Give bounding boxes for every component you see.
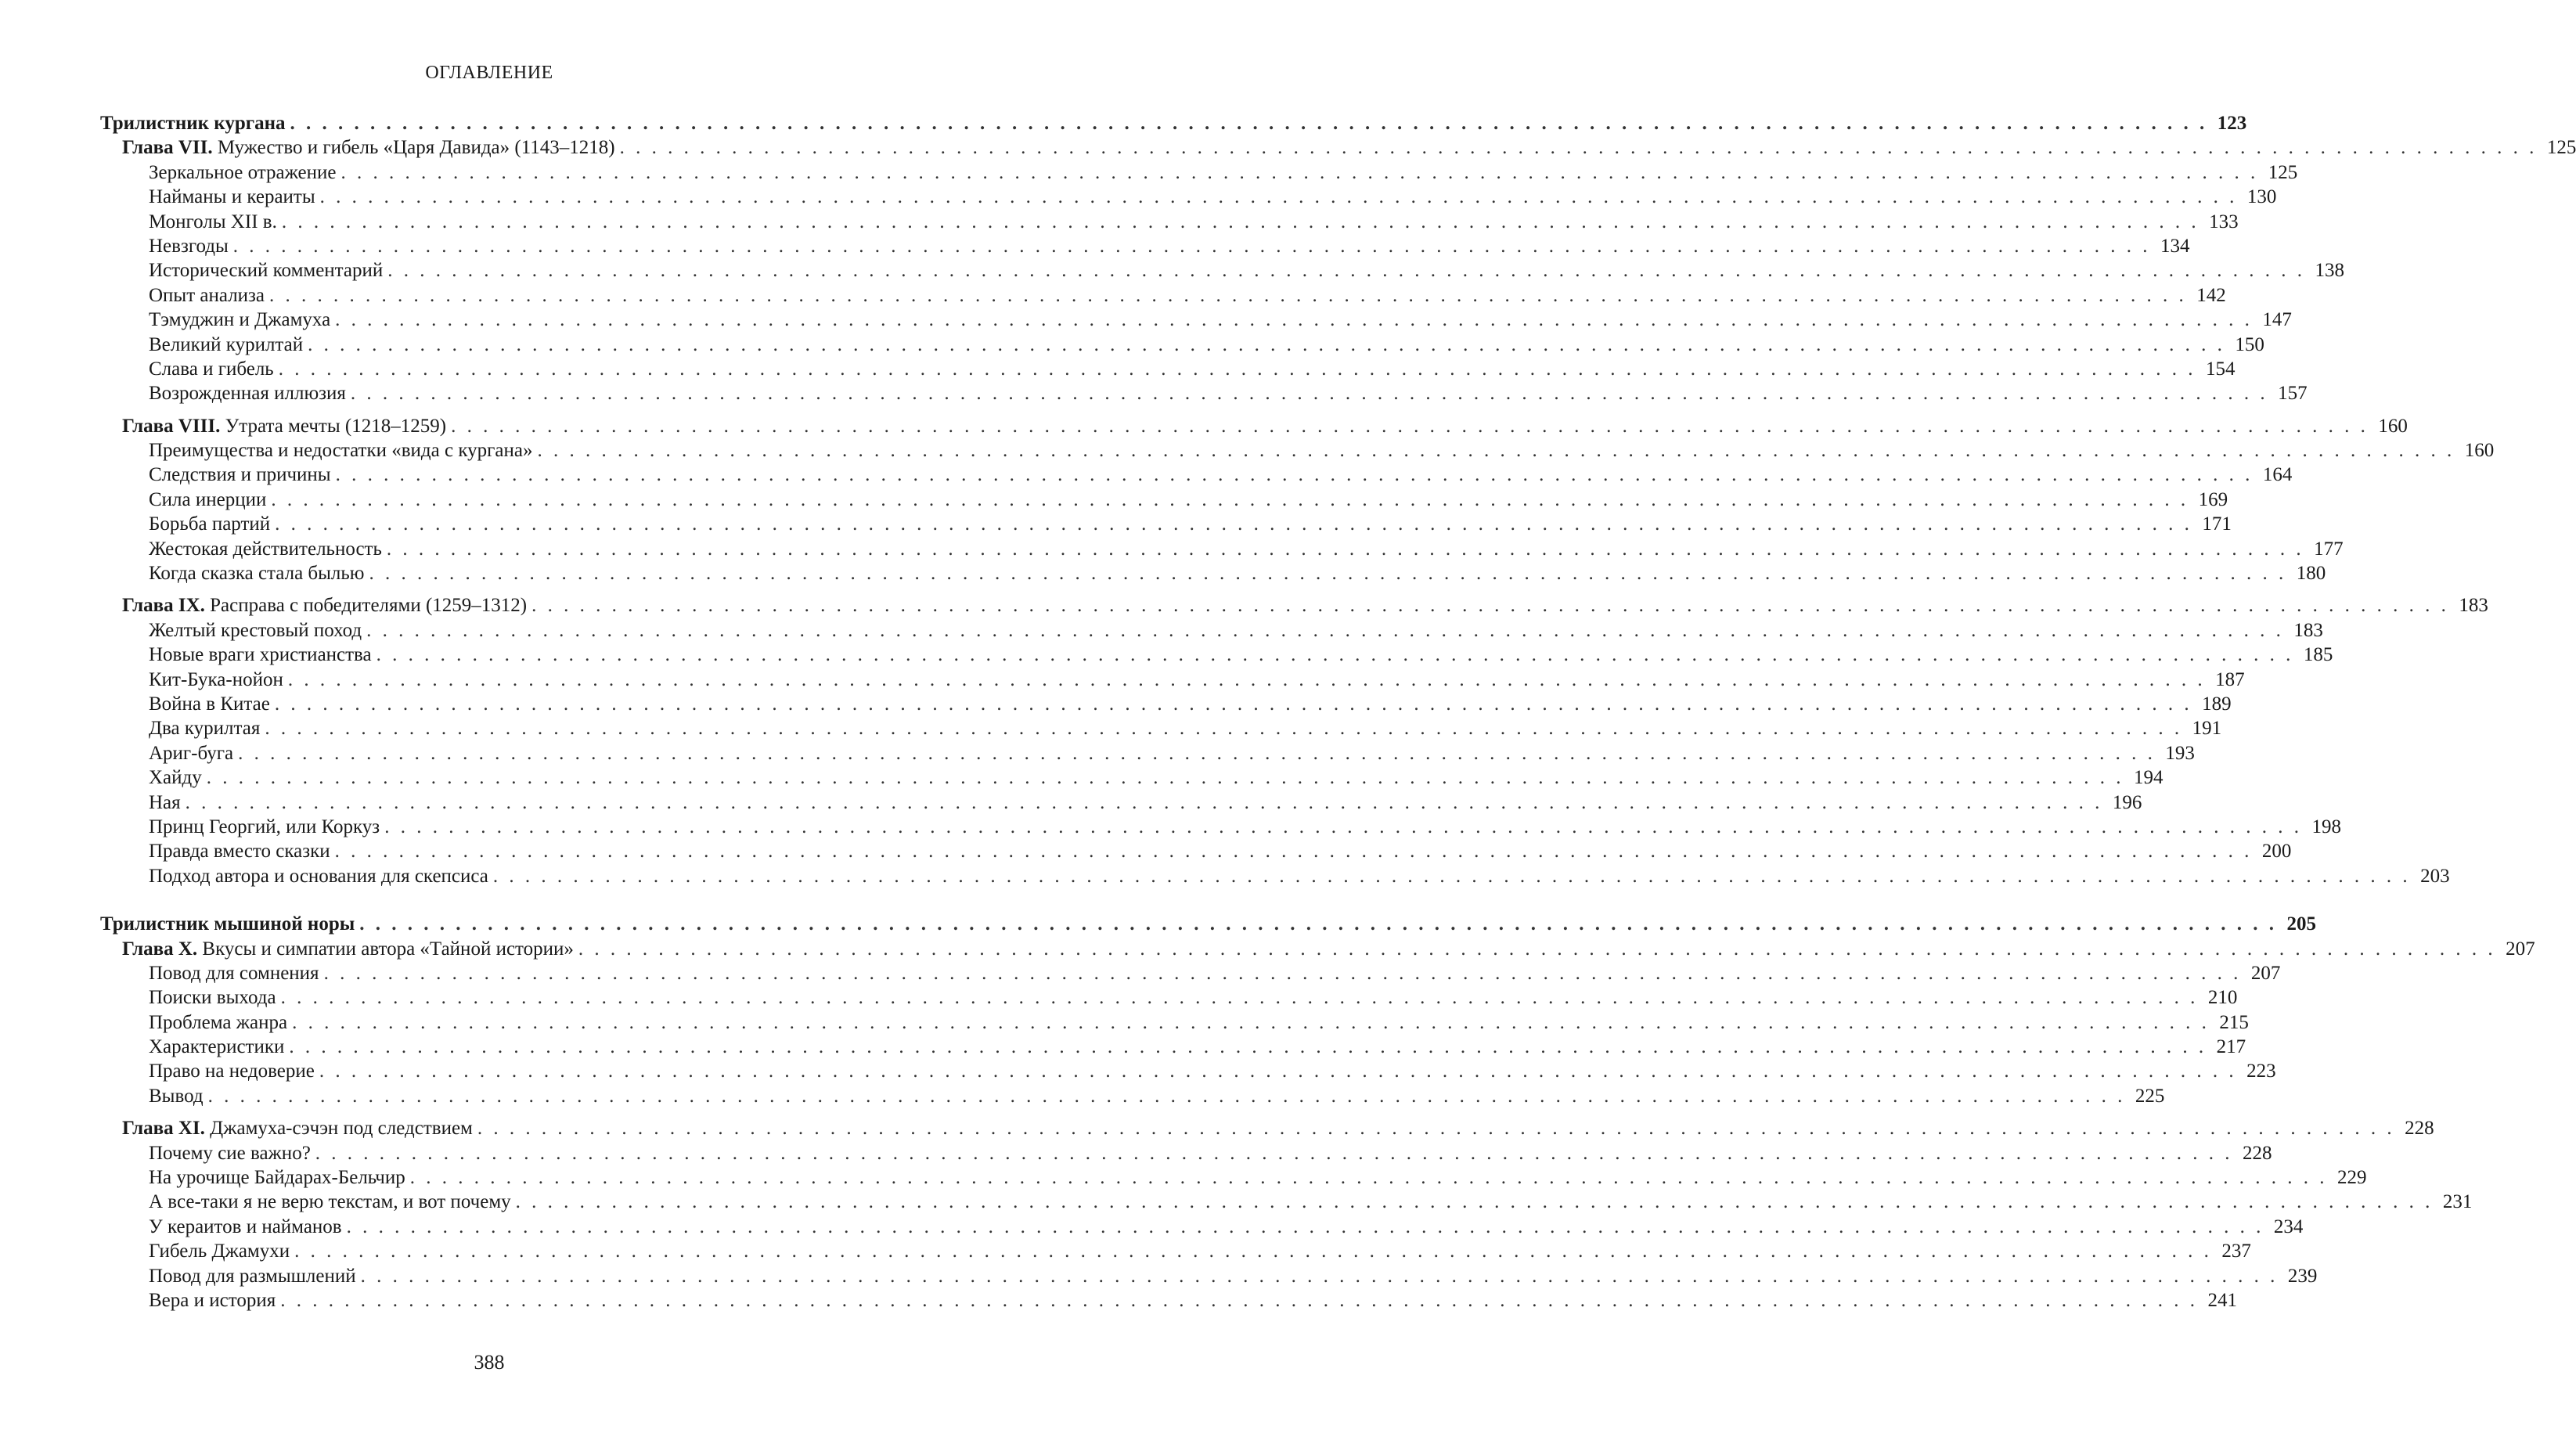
toc-chapter (100, 593, 2488, 618)
dot-leader: . . . . . . . . . . . . . . . . . . . . . . . . . . . . . . . . . . . . . . . . . . . . . . . . . . . . . . . . . . . . . . . . . . . . . . . . . . . . . . . . . . . . . . . . . . . . . . . . . . . . . . . . . . . . . . . . . . . . . . . . (315, 1142, 2233, 1164)
toc-section (100, 160, 2298, 185)
section-title: На урочище Байдарах-Бельчир (149, 1167, 405, 1189)
toc-chapter-title (122, 937, 574, 961)
dot-leader: . . . . . . . . . . . . . . . . . . . . . . . . . . . . . . . . . . . . . . . . . . . . . . . . . . . . . . . . . . . . . . . . . . . . . . . . . . . . . . . . . . . . . . . . . . . . . . . . . . . . . . . . . . . . . . . . . . . . . . . . (369, 563, 2287, 585)
toc-section-title (149, 791, 181, 815)
dot-leader: . . . . . . . . . . . . . . . . . . . . . . . . . . . . . . . . . . . . . . . . . . . . . . . . . . . . . . . . . . . . . . . . . . . . . . . . . . . . . . . . . . . . . . . . . . . . . . . . . . . . . . . . . . . . . . . . . . . . . . . . (280, 987, 2199, 1009)
toc-section (100, 839, 2292, 863)
page-ref: 215 (2219, 1011, 2249, 1033)
toc-section (100, 1141, 2272, 1165)
toc-chapter-title (122, 1116, 473, 1140)
toc-section-title (149, 1084, 204, 1108)
toc-section-title (149, 716, 260, 740)
dot-leader: . . . . . . . . . . . . . . . . . . . . . . . . . . . . . . . . . . . . . . . . . . . . . . . . . . . . . . . . . . . . . . . . . . . . . . . . . . . . . . . . . . . . . . . . . . . . . . . . . . . . . . . . . . . . . . . . . . . . . . . . (340, 161, 2259, 183)
toc-section (100, 1239, 2251, 1263)
page-ref: 191 (2192, 718, 2222, 740)
page-ref: 207 (2506, 938, 2535, 960)
toc-section-title (149, 488, 266, 512)
toc-section-title (149, 210, 277, 234)
section-title: Тэмуджин и Джамуха (149, 309, 331, 331)
toc-section-title (149, 961, 319, 985)
section-title: Повод для сомнения (149, 962, 319, 984)
section-title: Хайду (149, 767, 202, 789)
toc-section-title (149, 985, 276, 1010)
toc-section (100, 716, 2222, 740)
dot-leader: . . . . . . . . . . . . . . . . . . . . . . . . . . . . . . . . . . . . . . . . . . . . . . . . . . . . . . . . . . . . . . . . . . . . . . . . . . . . . . . . . . . . . . . . . . . . . . . . . . . . . . . . . . . . . . . . . . . . . . . . (271, 488, 2189, 510)
toc-part-title (100, 912, 355, 936)
section-title: Возрожденная иллюзия (149, 383, 346, 405)
toc-section (100, 668, 2245, 692)
toc-section (100, 185, 2277, 209)
toc-section-title (149, 618, 362, 643)
page-ref: 225 (2135, 1085, 2165, 1107)
page-ref: 200 (2261, 841, 2292, 863)
section-title: Ная (149, 791, 181, 813)
toc-section (100, 333, 2264, 357)
dot-leader: . . . . . . . . . . . . . . . . . . . . . . . . . . . . . . . . . . . . . . . . . . . . . . . . . . . . . . . . . . . . . . . . . . . . . . . . . . . . . . . . . . . . . . . . . . . . . . . . . . . . . . . . . . . . . . . . . . . . . . . . (308, 333, 2225, 355)
dot-leader: . . . . . . . . . . . . . . . . . . . . . . . . . . . . . . . . . . . . . . . . . . . . . . . . . . . . . . . . . . . . . . . . . . . . . . . . . . . . . . . . . . . . . . . . . . . . . . . . . . . . . . . . . . . . . . . . . . . . . . . . (232, 235, 2151, 257)
page-ref: 223 (2246, 1061, 2276, 1082)
page-ref: 138 (2315, 260, 2345, 282)
dot-leader: . . . . . . . . . . . . . . . . . . . . . . . . . . . . . . . . . . . . . . . . . . . . . . . . . . . . . . . . . . . . . . . . . . . . . . . . . . . . . . . . . . . . . . . . . . . . . . . . . . . . . . . . . . . . . . . . . . . . . . . . (269, 284, 2187, 306)
page-ref: 187 (2215, 668, 2245, 690)
spacer (100, 585, 900, 593)
page-ref: 125 (2268, 161, 2298, 183)
toc-chapter-title (122, 593, 527, 618)
section-title: У кераитов и найманов (149, 1216, 342, 1237)
chapter-title: Утрата мечты (1218–1259) (225, 415, 447, 437)
page-ref: 169 (2198, 488, 2228, 510)
toc-section (100, 1190, 2473, 1214)
page-ref: 231 (2442, 1191, 2473, 1213)
dot-leader: . . . . . . . . . . . . . . . . . . . . . . . . . . . . . . . . . . . . . . . . . . . . . . . . . . . . . . . . . . . . . . . . . . . . . . . . . . . . . . . . . . . . . . . . . . . . . . . . . . . . . . . . . . . . . . . . . . . . . . . . (323, 962, 2242, 984)
section-title: Зеркальное отражение (149, 161, 337, 183)
section-title: Сила инерции (149, 488, 267, 510)
section-title: Слава и гибель (149, 358, 274, 380)
section-title: Жестокая действительность (149, 538, 382, 560)
section-title: Исторический комментарий (149, 260, 384, 282)
toc-section-title (149, 561, 365, 585)
toc-section-title (149, 1215, 342, 1239)
toc-section (100, 488, 2228, 512)
page-ref: 196 (2112, 791, 2142, 813)
toc-section (100, 283, 2226, 308)
part-title: Трилистник кургана (100, 113, 286, 134)
toc-chapter-title (122, 414, 446, 438)
dot-leader: . . . . . . . . . . . . . . . . . . . . . . . . . . . . . . . . . . . . . . . . . . . . . . . . . . . . . . . . . . . . . . . . . . . . . . . . . . . . . . . . . . . . . . . . . . . . . . . . . . . . . . . . . . . . . . . . . . . . . . . . (275, 513, 2192, 535)
dot-leader: . . . . . . . . . . . . . . . . . . . . . . . . . . . . . . . . . . . . . . . . . . . . . . . . . . . . . . . . . . . . . . . . . . . . . . . . . . . . . . . . . . . . . . . . . . . . . . . . . . . . . . . . . . . . . . . . . . . . . . . . (335, 309, 2253, 331)
toc-section-title (149, 1165, 405, 1190)
toc-section (100, 537, 2344, 561)
page-ref: 147 (2262, 309, 2292, 331)
section-title: Борьба партий (149, 513, 271, 535)
toc-section-title (149, 438, 532, 463)
toc-section (100, 815, 2341, 839)
dot-leader: . . . . . . . . . . . . . . . . . . . . . . . . . . . . . . . . . . . . . . . . . . . . . . . . . . . . . . . . . . . . . . . . . . . . . . . . . . . . . . . . . . . . . . . . . . . . . . . . . . . . . . . . . . . . . . . . . . . . . . . . (207, 1085, 2126, 1107)
toc-section-title (149, 1059, 315, 1083)
page-ref: 237 (2221, 1241, 2251, 1262)
page-ref: 183 (2459, 595, 2488, 617)
page-ref: 205 (2286, 913, 2316, 935)
toc-section (100, 234, 2190, 258)
page-ref: 185 (2303, 644, 2333, 666)
dot-leader: . . . . . . . . . . . . . . . . . . . . . . . . . . . . . . . . . . . . . . . . . . . . . . . . . . . . . . . . . . . . . . . . . . . . . . . . . . . . . . . . . . . . . . . . . . . . . . . . . . . . . . . . . . . . . . . . . . . . . . . . (346, 1216, 2264, 1237)
toc-section-title (149, 815, 380, 839)
toc-section-title (149, 1190, 511, 1214)
dot-leader: . . . . . . . . . . . . . . . . . . . . . . . . . . . . . . . . . . . . . . . . . . . . . . . . . . . . . . . . . . . . . . . . . . . . . . . . . . . . . . . . . . . . . . . . . . . . . . . . . . . . . . . . . . . . . . . . . . . . . . . . (280, 1289, 2198, 1311)
dot-leader: . . . . . . . . . . . . . . . . . . . . . . . . . . . . . . . . . . . . . . . . . . . . . . . . . . . . . . . . . . . . . . . . . . . . . . . . . . . . . . . . . . . . . . . . . . . . . . . . . . . . . . . . . . . . . . . . . . . . . . . . (274, 693, 2192, 715)
toc-section (100, 961, 2281, 985)
section-title: Кит-Бука-нойон (149, 668, 283, 690)
toc-section (100, 1264, 2318, 1288)
running-head: ОГЛАВЛЕНИЕ (425, 63, 553, 83)
section-title: Право на недоверие (149, 1061, 315, 1082)
chapter-title: Расправа с победителями (1259–1312) (210, 595, 528, 617)
toc-part-title (100, 111, 286, 135)
dot-leader: . . . . . . . . . . . . . . . . . . . . . . . . . . . . . . . . . . . . . . . . . . . . . . . . . . . . . . . . . . . . . . . . . . . . . . . . . . . . . . . . . . . . . . . . . . . . . . . . . . . . . . . . . . . . . . . . . . . . . . . . (319, 1061, 2237, 1082)
section-title: Новые враги христианства (149, 644, 372, 666)
page-ref: 189 (2202, 693, 2232, 715)
toc-section (100, 985, 2238, 1010)
section-title: Следствия и причины (149, 464, 331, 486)
section-title: А все-таки я не верю текстам, и вот почему (149, 1191, 511, 1213)
dot-leader: . . . . . . . . . . . . . . . . . . . . . . . . . . . . . . . . . . . . . . . . . . . . . . . . . . . . . . . . . . . . . . . . . . . . . . . . . . . . . . . . . . . . . . . . . . . . . . . . . . . . . . . . . . . . . . . . . . . . . . . . (281, 211, 2200, 232)
section-title: Война в Китае (149, 693, 270, 715)
toc-section-title (149, 357, 274, 381)
toc-section (100, 1084, 2165, 1108)
chapter-label: Глава X. (122, 938, 198, 960)
page-ref: 234 (2273, 1216, 2304, 1237)
toc-section-title (149, 1239, 290, 1263)
toc-chapter (100, 135, 2576, 160)
section-title: Правда вместо сказки (149, 841, 330, 863)
section-title: Ариг-буга (149, 742, 234, 764)
section-title: Великий курилтай (149, 333, 304, 355)
section-title: Характеристики (149, 1036, 285, 1058)
section-title: Повод для размышлений (149, 1265, 356, 1287)
section-title: Принц Георгий, или Коркуз (149, 816, 380, 837)
toc-section-title (149, 643, 372, 667)
chapter-title: Мужество и гибель «Царя Давида» (1143–1218) (217, 137, 615, 159)
toc-section-title (149, 160, 337, 185)
toc-section-title (149, 1010, 287, 1035)
toc-section-title (149, 864, 488, 888)
part-title: Трилистник мышиной норы (100, 913, 355, 935)
dot-leader: . . . . . . . . . . . . . . . . . . . . . . . . . . . . . . . . . . . . . . . . . . . . . . . . . . . . . . . . . . . . . . . . . . . . . . . . . . . . . . . . . . . . . . . . . . . . . . . . . . . . . . . . . . . . . . . . . . . . . . . . (492, 865, 2411, 887)
toc-section-title (149, 308, 330, 332)
dot-leader: . . . . . . . . . . . . . . . . . . . . . . . . . . . . . . . . . . . . . . . . . . . . . . . . . . . . . . . . . . . . . . . . . . . . . . . . . . . . . . . . . . . . . . . . . . . . . . . . . . . . . . . . . . . . . . . . . . . . . . . . (287, 668, 2206, 690)
toc-section-title (149, 839, 330, 863)
page-ref: 133 (2209, 211, 2239, 232)
dot-leader: . . . . . . . . . . . . . . . . . . . . . . . . . . . . . . . . . . . . . . . . . . . . . . . . . . . . . . . . . . . . . . . . . . . . . . . . . . . . . . . . . . . . . . . . . . . . . . . . . . . . . . . . . . . . . . . . . . . . . . . . (360, 1265, 2279, 1287)
page-ref: 228 (2243, 1142, 2272, 1164)
page-ref: 125 (2546, 137, 2576, 159)
dot-leader: . . . . . . . . . . . . . . . . . . . . . . . . . . . . . . . . . . . . . . . . . . . . . . . . . . . . . . . . . . . . . . . . . . . . . . . . . . . . . . . . . . . . . . . . . . . . . . . . . . . . . . . . . . . . . . . . . . . . . . . . (238, 742, 2156, 764)
page-ref: 229 (2337, 1167, 2367, 1189)
page-ref: 164 (2262, 464, 2293, 486)
section-title: Проблема жанра (149, 1011, 288, 1033)
section-title: Почему сие важно? (149, 1142, 311, 1164)
section-title: Поиски выхода (149, 987, 276, 1009)
dot-leader: . . . . . . . . . . . . . . . . . . . . . . . . . . . . . . . . . . . . . . . . . . . . . . . . . . . . . . . . . . . . . . . . . . . . . . . . . . . . . . . . . . . . . . . . . . . . . . . . . . . . . . . . . . . . . . . . . . . . . . . . (366, 619, 2284, 641)
toc-section (100, 561, 2326, 585)
chapter-title: Джамуха-сэчэн под следствием (210, 1118, 473, 1140)
dot-leader: . . . . . . . . . . . . . . . . . . . . . . . . . . . . . . . . . . . . . . . . . . . . . . . . . . . . . . . . . . . . . . . . . . . . . . . . . . . . . . . . . . . . . . . . . . . . . . . . . . . . . . . . . . . . . . . . . . . . . . . . (384, 816, 2302, 837)
dot-leader: . . . . . . . . . . . . . . . . . . . . . . . . . . . . . . . . . . . . . . . . . . . . . . . . . . . . . . . . . . . . . . . . . . . . . . . . . . . . . . . . . . . . . . . . . . . . . . . . . . . . . . . . . . . . . . . . . . . . . . . . (265, 718, 2183, 740)
toc-section (100, 210, 2239, 234)
toc-chapter (100, 937, 2535, 961)
chapter-title: Вкусы и симпатии автора «Тайной истории» (202, 938, 574, 960)
dot-leader: . . . . . . . . . . . . . . . . . . . . . . . . . . . . . . . . . . . . . . . . . . . . . . . . . . . . . . . . . . . . . . . . . . . . . . . . . . . . . . . . . . . . . . . . . . . . . . . . . . . . . . . . . . . . . . . . . . . . . . . . (409, 1167, 2328, 1189)
toc-section-title (149, 668, 283, 692)
toc-section-title (149, 381, 346, 405)
page-ref: 198 (2311, 816, 2341, 837)
page-ref: 239 (2287, 1265, 2318, 1287)
toc-section-title (149, 765, 202, 790)
page-ref: 183 (2293, 619, 2323, 641)
toc-section-title (149, 463, 331, 487)
spacer (100, 888, 900, 912)
dot-leader: . . . . . . . . . . . . . . . . . . . . . . . . . . . . . . . . . . . . . . . . . . . . . . . . . . . . . . . . . . . . . . . . . . . . . . . . . . . . . . . . . . . . . . . . . . . . . . . . . . . . . . . . . . . . . . . . . . . . . . . . (619, 137, 2538, 159)
section-title: Преимущества и недостатки «вида с кургана» (149, 440, 533, 462)
toc-section (100, 463, 2293, 487)
page-ref: 180 (2296, 563, 2326, 585)
dot-leader: . . . . . . . . . . . . . . . . . . . . . . . . . . . . . . . . . . . . . . . . . . . . . . . . . . . . . . . . . . . . . . . . . . . . . . . . . . . . . . . . . . . . . . . . . . . . . . . . . . . . . . . . . . . . . . . . . . . . . . . . (290, 113, 2208, 134)
toc-section-title (149, 283, 265, 308)
toc-section-title (149, 1288, 276, 1313)
toc-section (100, 258, 2345, 283)
section-title: Два курилтая (149, 718, 261, 740)
section-title: Вывод (149, 1085, 204, 1107)
toc-section-title (149, 1141, 311, 1165)
toc-section (100, 692, 2232, 716)
section-title: Найманы и кераиты (149, 186, 315, 208)
toc-section-title (149, 1035, 284, 1059)
page-ref: 123 (2217, 113, 2247, 134)
dot-leader: . . . . . . . . . . . . . . . . . . . . . . . . . . . . . . . . . . . . . . . . . . . . . . . . . . . . . . . . . . . . . . . . . . . . . . . . . . . . . . . . . . . . . . . . . . . . . . . . . . . . . . . . . . . . . . . . . . . . . . . . (294, 1241, 2212, 1262)
toc-section-title (149, 512, 270, 536)
dot-leader: . . . . . . . . . . . . . . . . . . . . . . . . . . . . . . . . . . . . . . . . . . . . . . . . . . . . . . . . . . . . . . . . . . . . . . . . . . . . . . . . . . . . . . . . . . . . . . . . . . . . . . . . . . . . . . . . . . . . . . . . (206, 767, 2124, 789)
page-ref: 160 (2378, 415, 2408, 437)
spacer (100, 1108, 900, 1116)
page-ref: 217 (2216, 1036, 2246, 1058)
section-title: Подход автора и основания для скепсиса (149, 865, 488, 887)
toc-chapter (100, 414, 2408, 438)
toc-section (100, 864, 2450, 888)
section-title: Вера и история (149, 1289, 276, 1311)
toc-section-title (149, 258, 383, 283)
dot-leader: . . . . . . . . . . . . . . . . . . . . . . . . . . . . . . . . . . . . . . . . . . . . . . . . . . . . . . . . . . . . . . . . . . . . . . . . . . . . . . . . . . . . . . . . . . . . . . . . . . . . . . . . . . . . . . . . . . . . . . . . (386, 538, 2304, 560)
page-ref: 160 (2464, 440, 2495, 462)
page-ref: 154 (2205, 358, 2236, 380)
page-ref: 203 (2420, 865, 2450, 887)
dot-leader: . . . . . . . . . . . . . . . . . . . . . . . . . . . . . . . . . . . . . . . . . . . . . . . . . . . . . . . . . . . . . . . . . . . . . . . . . . . . . . . . . . . . . . . . . . . . . . . . . . . . . . . . . . . . . . . . . . . . . . . . (350, 383, 2268, 405)
page-ref: 194 (2134, 767, 2163, 789)
section-title: Невзгоды (149, 235, 229, 257)
dot-leader: . . . . . . . . . . . . . . . . . . . . . . . . . . . . . . . . . . . . . . . . . . . . . . . . . . . . . . . . . . . . . . . . . . . . . . . . . . . . . . . . . . . . . . . . . . . . . . . . . . . . . . . . . . . . . . . . . . . . . . . . (387, 260, 2306, 282)
toc-section (100, 741, 2195, 765)
toc-section-title (149, 692, 270, 716)
chapter-label: Глава IX. (122, 595, 205, 617)
toc-section (100, 791, 2142, 815)
page-ref: 142 (2196, 284, 2226, 306)
dot-leader: . . . . . . . . . . . . . . . . . . . . . . . . . . . . . . . . . . . . . . . . . . . . . . . . . . . . . . . . . . . . . . . . . . . . . . . . . . . . . . . . . . . . . . . . . . . . . . . . . . . . . . . . . . . . . . . . . . . . . . . . (376, 644, 2294, 666)
toc-section-title (149, 537, 382, 561)
section-title: Желтый крестовый поход (149, 619, 362, 641)
table-of-contents (100, 111, 2576, 1313)
dot-leader: . . . . . . . . . . . . . . . . . . . . . . . . . . . . . . . . . . . . . . . . . . . . . . . . . . . . . . . . . . . . . . . . . . . . . . . . . . . . . . . . . . . . . . . . . . . . . . . . . . . . . . . . . . . . . . . . . . . . . . . . (289, 1036, 2207, 1058)
page-ref: 210 (2207, 987, 2238, 1009)
toc-section-title (149, 333, 303, 357)
page-ref: 177 (2314, 538, 2344, 560)
spacer (100, 406, 900, 414)
page-ref: 228 (2405, 1118, 2434, 1140)
dot-leader: . . . . . . . . . . . . . . . . . . . . . . . . . . . . . . . . . . . . . . . . . . . . . . . . . . . . . . . . . . . . . . . . . . . . . . . . . . . . . . . . . . . . . . . . . . . . . . . . . . . . . . . . . . . . . . . . . . . . . . . . (335, 464, 2254, 486)
toc-section-title (149, 234, 229, 258)
page-ref: 171 (2202, 513, 2232, 535)
dot-leader: . . . . . . . . . . . . . . . . . . . . . . . . . . . . . . . . . . . . . . . . . . . . . . . . . . . . . . . . . . . . . . . . . . . . . . . . . . . . . . . . . . . . . . . . . . . . . . . . . . . . . . . . . . . . . . . . . . . . . . . . (292, 1011, 2210, 1033)
toc-section (100, 357, 2236, 381)
toc-section (100, 512, 2232, 536)
chapter-label: Глава XI. (122, 1118, 205, 1140)
page-ref: 207 (2250, 962, 2281, 984)
toc-section (100, 308, 2292, 332)
toc-section (100, 618, 2323, 643)
toc-chapter-title (122, 135, 615, 160)
dot-leader: . . . . . . . . . . . . . . . . . . . . . . . . . . . . . . . . . . . . . . . . . . . . . . . . . . . . . . . . . . . . . . . . . . . . . . . . . . . . . . . . . . . . . . . . . . . . . . . . . . . . . . . . . . . . . . . . . . . . . . . . (451, 415, 2369, 437)
dot-leader: . . . . . . . . . . . . . . . . . . . . . . . . . . . . . . . . . . . . . . . . . . . . . . . . . . . . . . . . . . . . . . . . . . . . . . . . . . . . . . . . . . . . . . . . . . . . . . . . . . . . . . . . . . . . . . . . . . . . . . . . (537, 440, 2455, 462)
dot-leader: . . . . . . . . . . . . . . . . . . . . . . . . . . . . . . . . . . . . . . . . . . . . . . . . . . . . . . . . . . . . . . . . . . . . . . . . . . . . . . . . . . . . . . . . . . . . . . . . . . . . . . . . . . . . . . . . . . . . . . . . (278, 358, 2196, 380)
toc-section (100, 643, 2333, 667)
toc-section (100, 1010, 2249, 1035)
toc-section (100, 1035, 2246, 1059)
dot-leader: . . . . . . . . . . . . . . . . . . . . . . . . . . . . . . . . . . . . . . . . . . . . . . . . . . . . . . . . . . . . . . . . . . . . . . . . . . . . . . . . . . . . . . . . . . . . . . . . . . . . . . . . . . . . . . . . . . . . . . . . (319, 186, 2238, 208)
page-ref: 241 (2207, 1289, 2237, 1311)
page-ref: 150 (2235, 333, 2264, 355)
toc-part (100, 912, 2316, 936)
toc-section (100, 1288, 2237, 1313)
toc-section-title (149, 1264, 356, 1288)
dot-leader: . . . . . . . . . . . . . . . . . . . . . . . . . . . . . . . . . . . . . . . . . . . . . . . . . . . . . . . . . . . . . . . . . . . . . . . . . . . . . . . . . . . . . . . . . . . . . . . . . . . . . . . . . . . . . . . . . . . . . . . . (515, 1191, 2434, 1213)
section-title: Когда сказка стала былью (149, 563, 365, 585)
toc-section-title (149, 185, 315, 209)
toc-section (100, 438, 2495, 463)
toc-section-title (149, 741, 233, 765)
page-ref: 134 (2160, 235, 2190, 257)
toc-part (100, 111, 2247, 135)
toc-section (100, 765, 2163, 790)
toc-section (100, 1215, 2304, 1239)
dot-leader: . . . . . . . . . . . . . . . . . . . . . . . . . . . . . . . . . . . . . . . . . . . . . . . . . . . . . . . . . . . . . . . . . . . . . . . . . . . . . . . . . . . . . . . . . . . . . . . . . . . . . . . . . . . . . . . . . . . . . . . . (359, 913, 2277, 935)
section-title: Монголы XII в. (149, 211, 277, 232)
chapter-label: Глава VIII. (122, 415, 221, 437)
page-ref: 157 (2278, 383, 2308, 405)
dot-leader: . . . . . . . . . . . . . . . . . . . . . . . . . . . . . . . . . . . . . . . . . . . . . . . . . . . . . . . . . . . . . . . . . . . . . . . . . . . . . . . . . . . . . . . . . . . . . . . . . . . . . . . . . . . . . . . . . . . . . . . . (334, 841, 2253, 863)
dot-leader: . . . . . . . . . . . . . . . . . . . . . . . . . . . . . . . . . . . . . . . . . . . . . . . . . . . . . . . . . . . . . . . . . . . . . . . . . . . . . . . . . . . . . . . . . . . . . . . . . . . . . . . . . . . . . . . . . . . . . . . . (477, 1118, 2395, 1140)
page-ref: 130 (2246, 186, 2277, 208)
page-ref: 193 (2165, 742, 2195, 764)
toc-section (100, 1059, 2276, 1083)
dot-leader: . . . . . . . . . . . . . . . . . . . . . . . . . . . . . . . . . . . . . . . . . . . . . . . . . . . . . . . . . . . . . . . . . . . . . . . . . . . . . . . . . . . . . . . . . . . . . . . . . . . . . . . . . . . . . . . . . . . . . . . . (185, 791, 2103, 813)
section-title: Гибель Джамухи (149, 1241, 290, 1262)
toc-section (100, 381, 2308, 405)
dot-leader: . . . . . . . . . . . . . . . . . . . . . . . . . . . . . . . . . . . . . . . . . . . . . . . . . . . . . . . . . . . . . . . . . . . . . . . . . . . . . . . . . . . . . . . . . . . . . . . . . . . . . . . . . . . . . . . . . . . . . . . . (578, 938, 2496, 960)
chapter-label: Глава VII. (122, 137, 213, 159)
toc-chapter (100, 1116, 2434, 1140)
toc-section (100, 1165, 2367, 1190)
dot-leader: . . . . . . . . . . . . . . . . . . . . . . . . . . . . . . . . . . . . . . . . . . . . . . . . . . . . . . . . . . . . . . . . . . . . . . . . . . . . . . . . . . . . . . . . . . . . . . . . . . . . . . . . . . . . . . . . . . . . . . . . (531, 595, 2449, 617)
section-title: Опыт анализа (149, 284, 265, 306)
page-number: 388 (474, 1351, 505, 1374)
